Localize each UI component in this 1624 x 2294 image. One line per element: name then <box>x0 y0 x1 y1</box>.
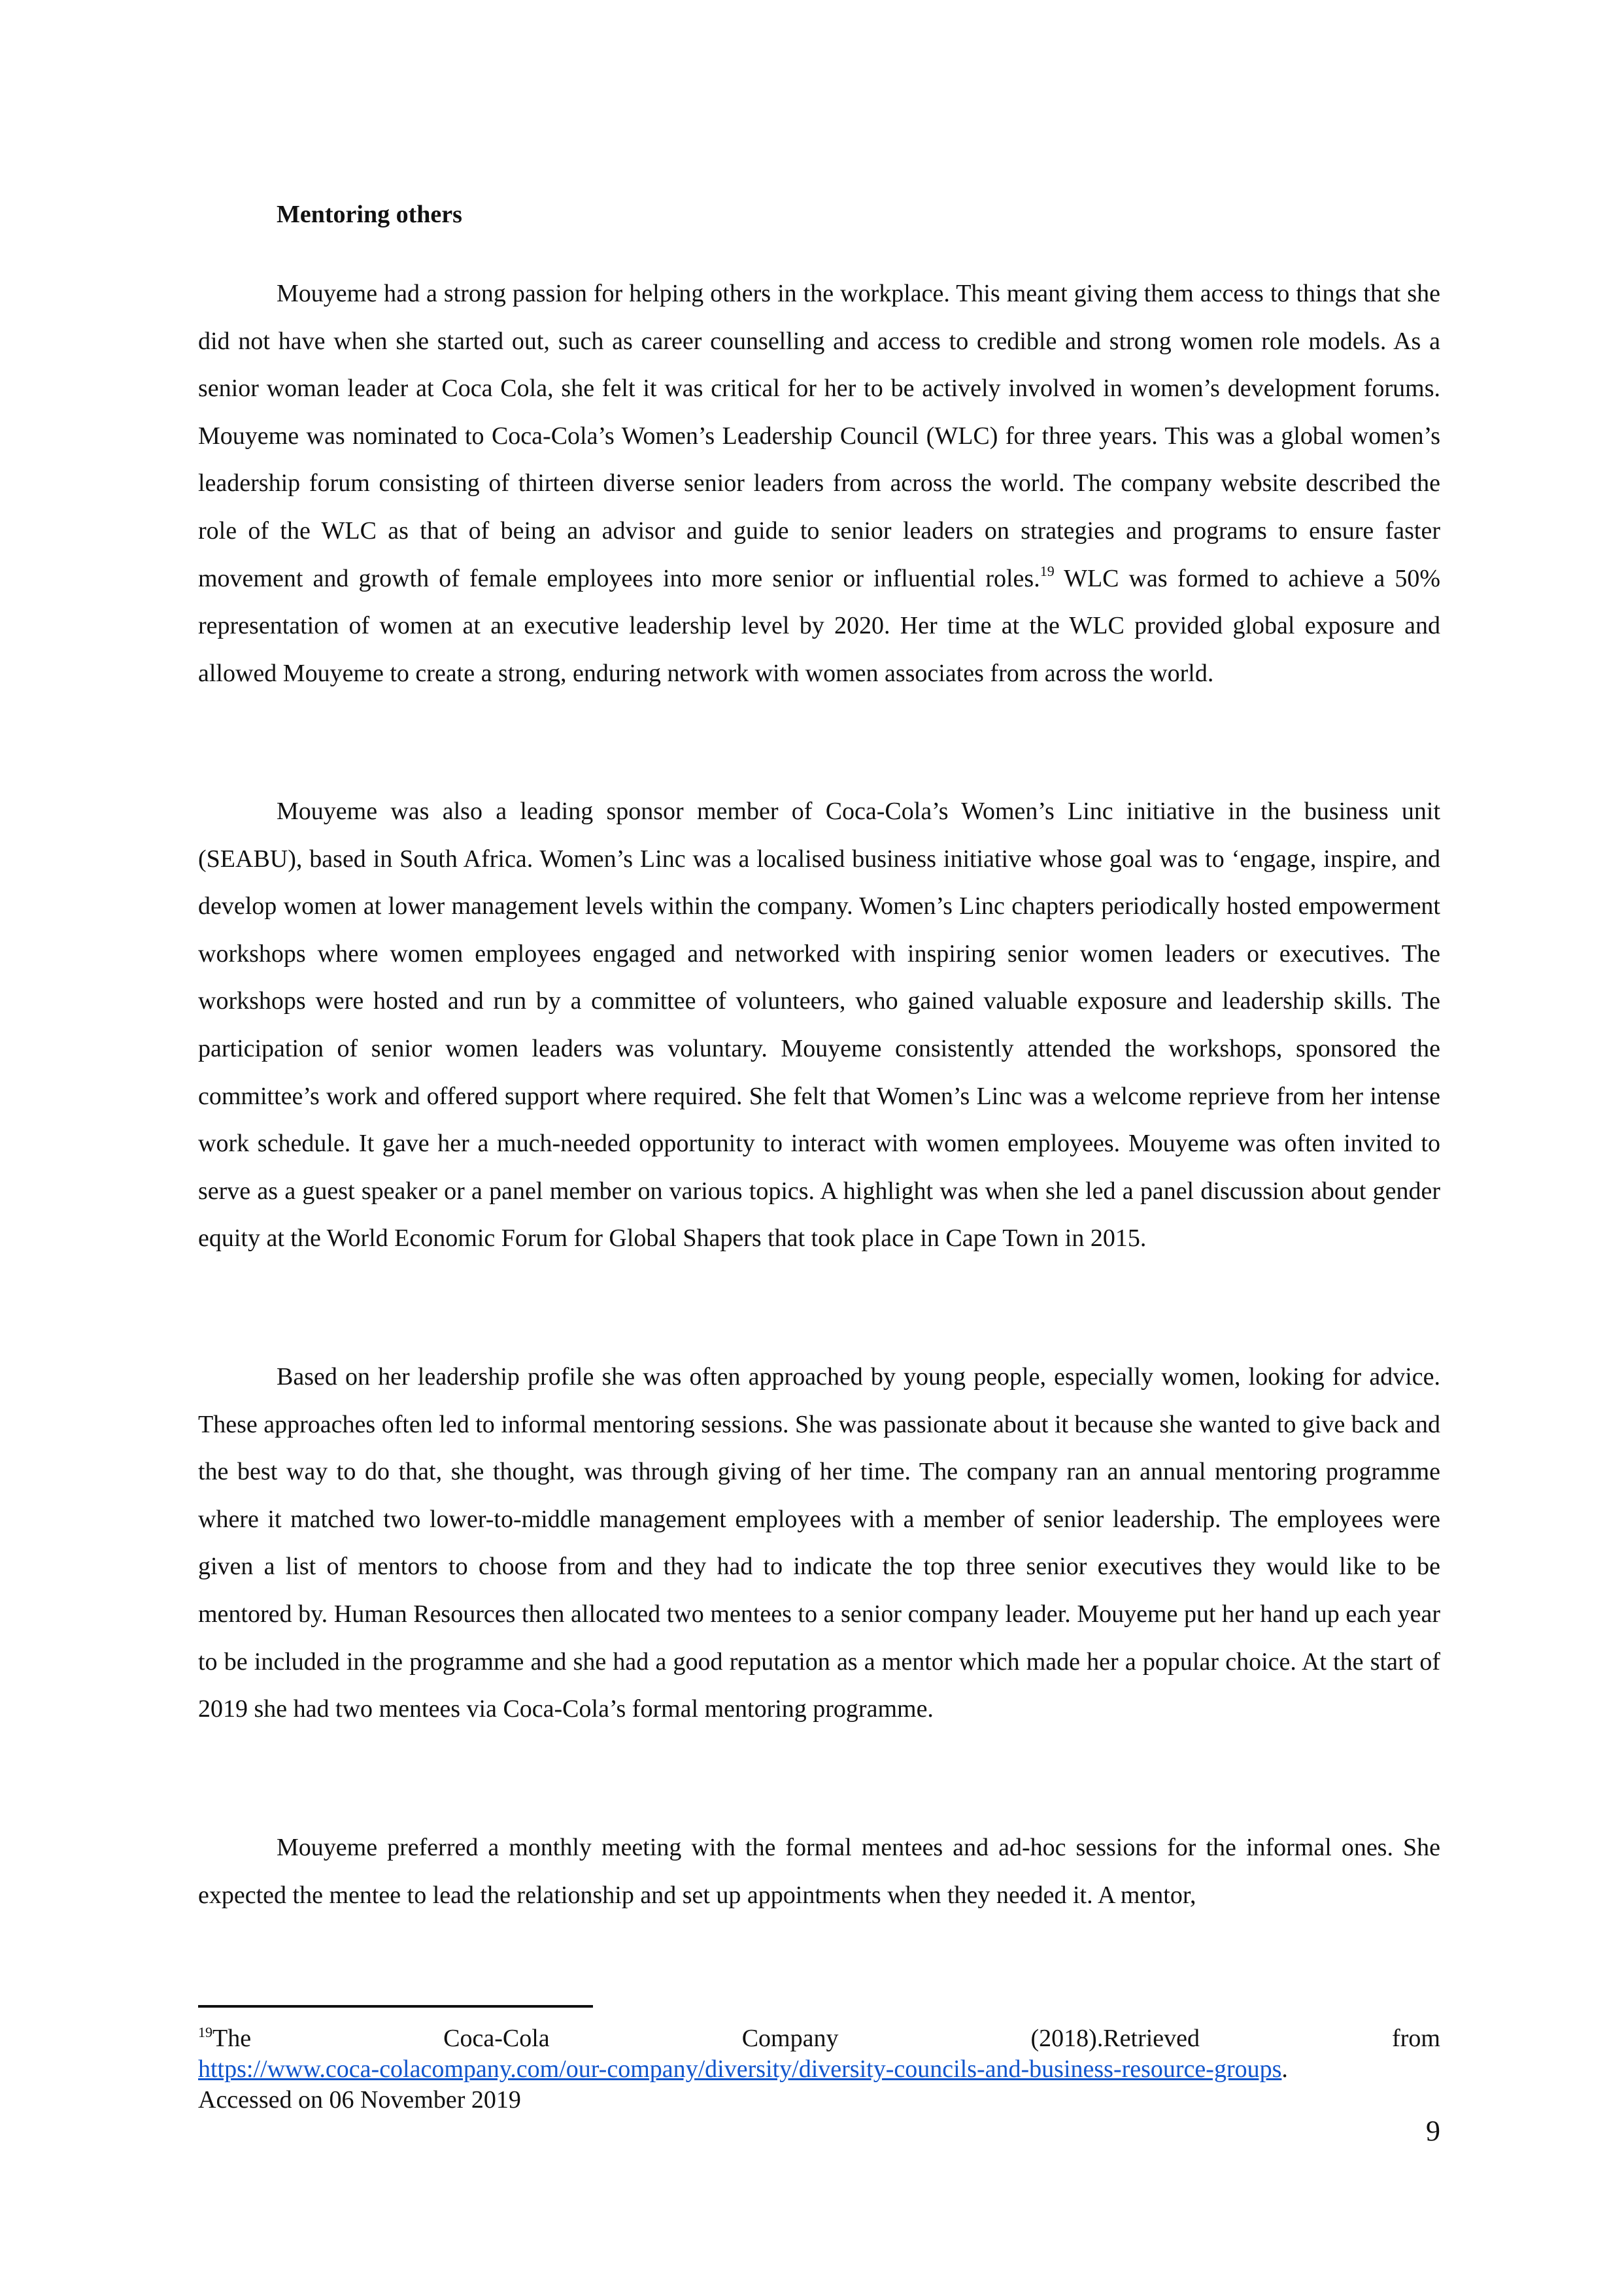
paragraph-wlc <box>198 270 1440 697</box>
footnote-separator <box>198 2005 593 2008</box>
footnote <box>198 2023 1440 2116</box>
paragraph-wlc-text-b: WLC was formed to achieve a 50% representation of women at an executive leadership level by 2020. Her time at the WLC provided global exposure and allowed Mouyeme to create a strong, enduring network with women associates from across the world. <box>198 564 1440 687</box>
footnote-reference[interactable]: 19 <box>1040 562 1055 579</box>
page-number: 9 <box>1426 2115 1440 2147</box>
footnote-word-coca-cola: Coca-Cola <box>443 2025 550 2052</box>
paragraph-mentoring-programme: Based on her leadership profile she was often approached by young people, especially women, looking for advice. These approaches often led to informal mentoring sessions. She was passionate about it because she wanted to give back and the best way to do that, she thought, was through giving of her time. The company ran an annual mentoring programme where it matched two lower-to-middle management employees with a member of senior leadership. The employees were given a list of mentors to choose from and they had to indicate the top three senior executives they would like to be mentored by. Human Resources then allocated two mentees to a senior company leader. Mouyeme put her hand up each year to be included in the programme and she had a good reputation as a mentor which made her a popular choice. At the start of 2019 she had two mentees via Coca-Cola’s formal mentoring programme. <box>198 1363 1440 1723</box>
paragraph-wlc-text-a: Mouyeme had a strong passion for helping others in the workplace. This meant giving them access to things that she did not have when she started out, such as career counselling and access to credible and strong women role models. As a senior woman leader at Coca Cola, she felt it was critical for her to be actively involved in women’s development forums. Mouyeme was nominated to Coca-Cola’s Women’s Leadership Council (WLC) for three years. This was a global women’s leadership forum consisting of thirteen diverse senior leaders from across the world. The company website described the role of the WLC as that of being an advisor and guide to senior leaders on strategies and programs to ensure faster movement and growth of female employees into more senior or influential roles. <box>198 280 1440 592</box>
paragraph-womens-linc: Mouyeme was also a leading sponsor member of Coca-Cola’s Women’s Linc initiative in the business unit (SEABU), based in South Africa. Women’s Linc was a localised business initiative whose goal was to ‘engage, inspire, and develop women at lower management levels within the company. Women’s Linc chapters periodically hosted empowerment workshops where women employees engaged and networked with inspiring senior women leaders or executives. The workshops were hosted and run by a committee of volunteers, who gained valuable exposure and leadership skills. The participation of senior women leaders was voluntary. Mouyeme consistently attended the workshops, sponsored the committee’s work and offered support where required. She felt that Women’s Linc was a welcome reprieve from her intense work schedule. It gave her a much-needed opportunity to interact with women employees. Mouyeme was often invited to serve as a guest speaker or a panel member on various topics. A highlight was when she led a panel discussion about gender equity at the World Economic Forum for Global Shapers that took place in Cape Town in 2015. <box>198 798 1440 1253</box>
footnote-first-word <box>198 2023 251 2054</box>
footnote-url-period: . <box>1281 2055 1288 2083</box>
footnote-link[interactable]: https://www.coca-colacompany.com/our-company/diversity/diversity-councils-and-business-resource-groups <box>198 2055 1282 2083</box>
section-heading: Mentoring others <box>277 201 462 228</box>
footnote-number: 19 <box>198 2024 212 2040</box>
footnote-word-from: from <box>1392 2025 1440 2052</box>
footnote-word-company: Company <box>741 2025 839 2052</box>
footnote-word-the: The <box>212 2025 252 2052</box>
footnote-accessed-date: Accessed on 06 November 2019 <box>198 2086 521 2114</box>
paragraph-mentee-meetings: Mouyeme preferred a monthly meeting with the formal mentees and ad-hoc sessions for the informal ones. She expected the mentee to lead the relationship and set up appointments when they needed it. A mentor, <box>198 1834 1440 1909</box>
footnote-url-line <box>198 2054 1440 2085</box>
footnote-citation-line <box>198 2023 1440 2054</box>
footnote-word-retrieved: (2018).Retrieved <box>1030 2025 1200 2052</box>
